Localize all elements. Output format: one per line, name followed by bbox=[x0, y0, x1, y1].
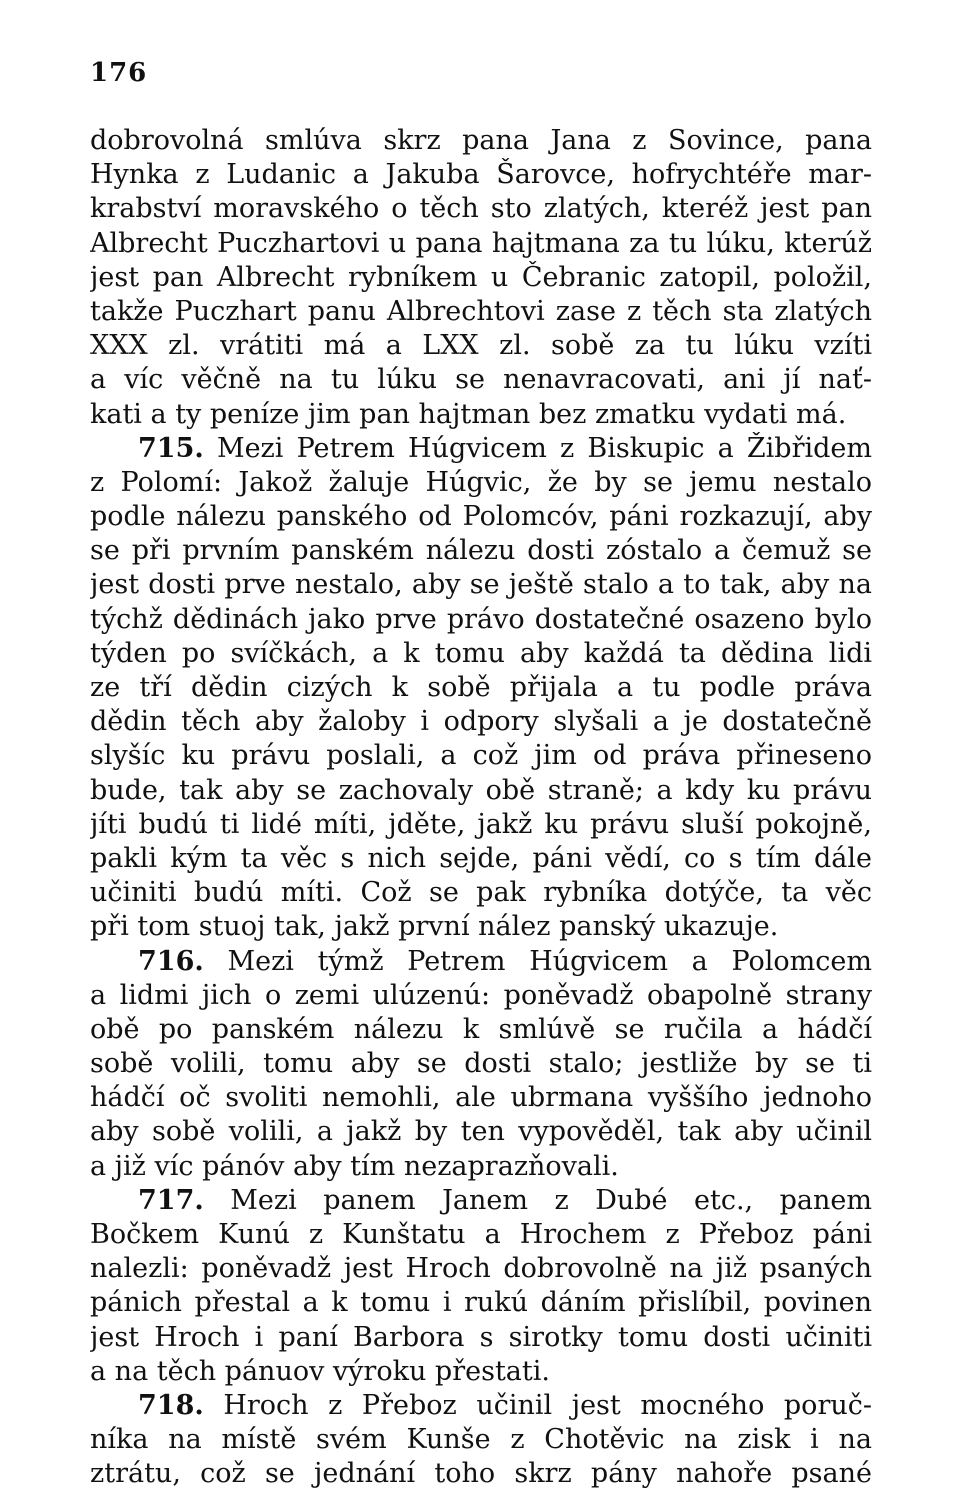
line-text: jest pan Albrecht rybníkem u Čebranic zatopil, položil, bbox=[90, 261, 872, 293]
line-text: dobrovolná smlúva skrz pana Jana z Sovince, pana bbox=[90, 125, 872, 156]
text-line bbox=[90, 432, 872, 466]
text-line bbox=[90, 979, 872, 1013]
line-text: a lidmi jich o zemi ulúzenú: poněvadž obapolně strany bbox=[90, 979, 872, 1011]
text-line bbox=[90, 329, 872, 363]
text-line bbox=[90, 876, 872, 910]
text-line bbox=[90, 1013, 872, 1047]
text-line bbox=[90, 1321, 872, 1355]
line-text: níka na místě svém Kunše z Chotěvic na zisk i na bbox=[90, 1424, 872, 1456]
line-text: kati a ty peníze jim pan hajtman bez zmatku vydati má. bbox=[90, 398, 847, 430]
line-text: Hroch z Přeboz učinil jest mocného poruč- bbox=[223, 1389, 872, 1421]
line-text: Mezi Petrem Húgvicem z Biskupic a Žibřidem bbox=[216, 432, 872, 464]
text-line bbox=[90, 398, 872, 432]
text-line bbox=[90, 227, 872, 261]
article-number: 715. bbox=[138, 432, 204, 464]
text-line bbox=[90, 1047, 872, 1081]
line-text: pakli kým ta věc s nich sejde, páni vědí, co s tím dále bbox=[90, 842, 872, 874]
line-text: a víc věčně na tu lúku se nenavracovati, ani jí nať- bbox=[90, 364, 872, 396]
text-line bbox=[90, 261, 872, 295]
text-line bbox=[90, 671, 872, 705]
text-line bbox=[90, 1150, 872, 1184]
text-line bbox=[90, 705, 872, 739]
line-text: Mezi týmž Petrem Húgvicem a Polomcem bbox=[227, 945, 872, 977]
text-line bbox=[90, 1115, 872, 1149]
line-text: při tom stuoj tak, jakž první nález panský ukazuje. bbox=[90, 911, 779, 943]
line-text: ztrátu, což se jednání toho skrz pány nahoře psané bbox=[90, 1458, 872, 1490]
line-text: se při prvním panském nálezu dosti zóstalo a čemuž se bbox=[90, 535, 872, 567]
line-text: týchž dědinách jako prve právo dostatečné osazeno bylo bbox=[90, 603, 872, 635]
text-line bbox=[90, 1286, 872, 1320]
line-text: Bočkem Kunú z Kunštatu a Hrochem z Přeboz páni bbox=[90, 1219, 872, 1250]
line-text: ze tří dědin cizých k sobě přijala a tu podle práva bbox=[90, 672, 872, 703]
text-line bbox=[90, 1184, 872, 1218]
line-text: a již víc pánóv aby tím nezaprazňovali. bbox=[90, 1150, 619, 1182]
line-text: obě po panském nálezu k smlúvě se ručila a hádčí bbox=[90, 1013, 872, 1045]
line-text: nalezli: poněvadž jest Hroch dobrovolně na již psaných bbox=[90, 1253, 872, 1285]
text-line bbox=[90, 192, 872, 226]
line-text: podle nálezu panského od Polomcóv, páni rozkazují, aby bbox=[90, 501, 872, 533]
text-line bbox=[90, 1081, 872, 1115]
text-line bbox=[90, 466, 872, 500]
text-line bbox=[90, 1423, 872, 1457]
text-line bbox=[90, 295, 872, 329]
text-line bbox=[90, 158, 872, 192]
line-text: z Polomí: Jakož žaluje Húgvic, že by se jemu nestalo bbox=[90, 466, 872, 498]
line-text: krabství moravského o těch sto zlatých, kteréž jest pan bbox=[90, 193, 872, 225]
text-line bbox=[90, 1252, 872, 1286]
text-line bbox=[90, 808, 872, 842]
article-number: 718. bbox=[138, 1389, 204, 1421]
text-line bbox=[90, 1457, 872, 1491]
text-line bbox=[90, 363, 872, 397]
line-text: a na těch pánuov výroku přestati. bbox=[90, 1355, 550, 1387]
line-text: aby sobě volili, a jakž by ten vypověděl, tak aby učinil bbox=[90, 1116, 872, 1148]
line-text: slyšíc ku právu poslali, a což jim od práva přineseno bbox=[90, 740, 872, 772]
text-line bbox=[90, 568, 872, 602]
text-line bbox=[90, 739, 872, 773]
text-line bbox=[90, 842, 872, 876]
line-text: pánich přestal a k tomu i rukú dáním přislíbil, povinen bbox=[90, 1287, 872, 1319]
line-text: takže Puczhart panu Albrechtovi zase z těch sta zlatých bbox=[90, 295, 872, 327]
line-text: Albrecht Puczhartovi u pana hajtmana za tu lúku, kterúž bbox=[90, 227, 872, 259]
text-line bbox=[90, 1218, 872, 1252]
text-line bbox=[90, 774, 872, 808]
line-text: jest dosti prve nestalo, aby se ještě stalo a to tak, aby na bbox=[90, 569, 872, 601]
text-line bbox=[90, 603, 872, 637]
text-line bbox=[90, 124, 872, 158]
line-text: bude, tak aby se zachovaly obě straně; a kdy ku právu bbox=[90, 774, 872, 806]
text-line bbox=[90, 1355, 872, 1389]
line-text: sobě volili, tomu aby se dosti stalo; jestliže by se ti bbox=[90, 1048, 872, 1080]
line-text: XXX zl. vrátiti má a LXX zl. sobě za tu lúku vzíti bbox=[90, 330, 872, 362]
line-text: Hynka z Ludanic a Jakuba Šarovce, hofrychtéře mar- bbox=[90, 159, 872, 191]
document-body bbox=[90, 124, 872, 1492]
article-number: 716. bbox=[138, 945, 204, 977]
text-line bbox=[90, 637, 872, 671]
line-text: jíti budú ti lidé míti, jděte, jakž ku právu sluší pokojně, bbox=[90, 808, 872, 840]
page-number: 176 bbox=[90, 58, 148, 88]
line-text: Mezi panem Janem z Dubé etc., panem bbox=[230, 1184, 872, 1216]
line-text: hádčí oč svoliti nemohli, ale ubrmana vyššího jednoho bbox=[90, 1082, 872, 1114]
text-line bbox=[90, 534, 872, 568]
line-text: jest Hroch i paní Barbora s sirotky tomu dosti učiniti bbox=[90, 1321, 872, 1353]
text-line bbox=[90, 910, 872, 944]
line-text: týden po svíčkách, a k tomu aby každá ta dědina lidi bbox=[90, 637, 872, 669]
text-line bbox=[90, 945, 872, 979]
text-line bbox=[90, 500, 872, 534]
text-line bbox=[90, 1389, 872, 1423]
line-text: učiniti budú míti. Což se pak rybníka dotýče, ta věc bbox=[90, 877, 872, 909]
article-number: 717. bbox=[138, 1184, 204, 1216]
line-text: dědin těch aby žaloby i odpory slyšali a je dostatečně bbox=[90, 706, 872, 738]
